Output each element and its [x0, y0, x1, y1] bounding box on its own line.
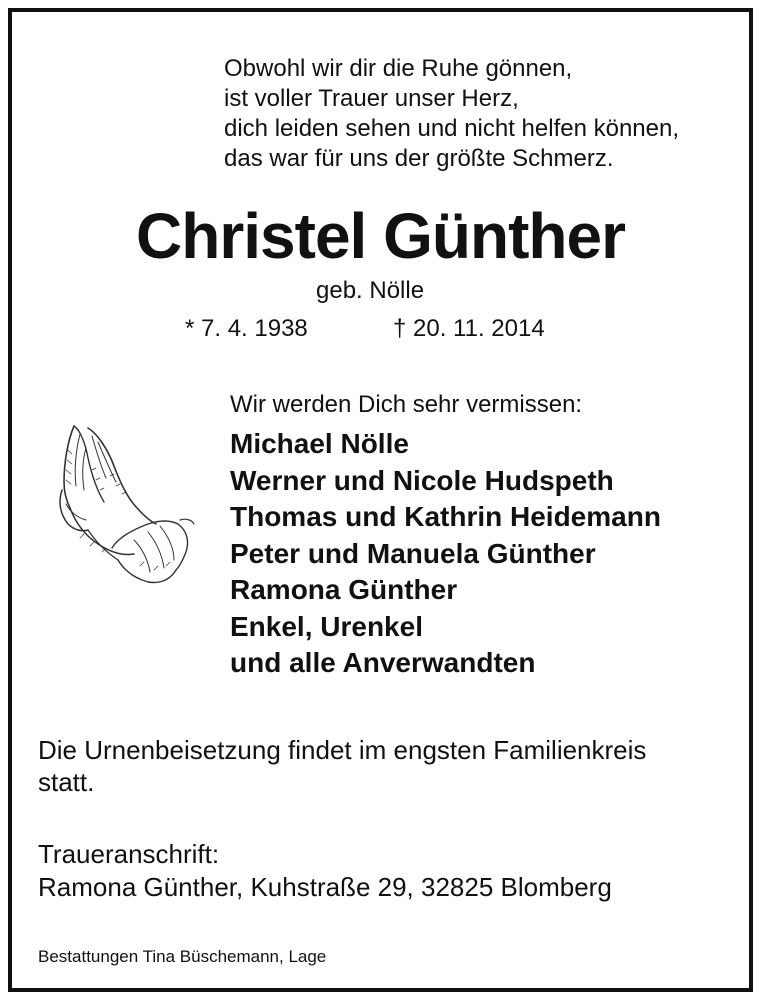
undertaker: Bestattungen Tina Büschemann, Lage [38, 947, 327, 966]
mourning-address [38, 838, 612, 904]
burial-notice [38, 734, 646, 798]
poem [224, 54, 679, 174]
mourner-name: Thomas und Kathrin Heidemann [230, 501, 661, 532]
birth-date: * 7. 4. 1938 [185, 315, 308, 342]
mourner-name: Enkel, Urenkel [230, 610, 423, 642]
poem-line: Obwohl wir dir die Ruhe gönnen, [224, 55, 573, 82]
address-label: Traueranschrift: [38, 839, 220, 869]
burial-notice-line: Die Urnenbeisetzung findet im engsten Familienkreis [38, 735, 647, 765]
mourner-name: Ramona Günther [230, 574, 458, 605]
mourner-name: Michael Nölle [230, 428, 409, 459]
deceased-name: Christel Günther [136, 200, 625, 272]
praying-hands-icon [52, 420, 198, 585]
burial-notice-line: statt. [38, 767, 95, 797]
poem-line: das war für uns der größte Schmerz. [224, 145, 614, 172]
poem-line: ist voller Trauer unser Herz, [224, 85, 519, 112]
death-date: † 20. 11. 2014 [393, 315, 545, 342]
miss-line: Wir werden Dich sehr vermissen: [230, 391, 583, 418]
mourner-name: Werner und Nicole Hudspeth [230, 464, 614, 496]
poem-line: dich leiden sehen und nicht helfen können, [224, 115, 680, 142]
mourner-name: und alle Anverwandten [230, 647, 536, 678]
address-line: Ramona Günther, Kuhstraße 29, 32825 Blomberg [38, 872, 612, 902]
mourner-list [230, 426, 661, 682]
mourner-name: Peter und Manuela Günther [230, 537, 596, 569]
maiden-name: geb. Nölle [316, 277, 425, 304]
